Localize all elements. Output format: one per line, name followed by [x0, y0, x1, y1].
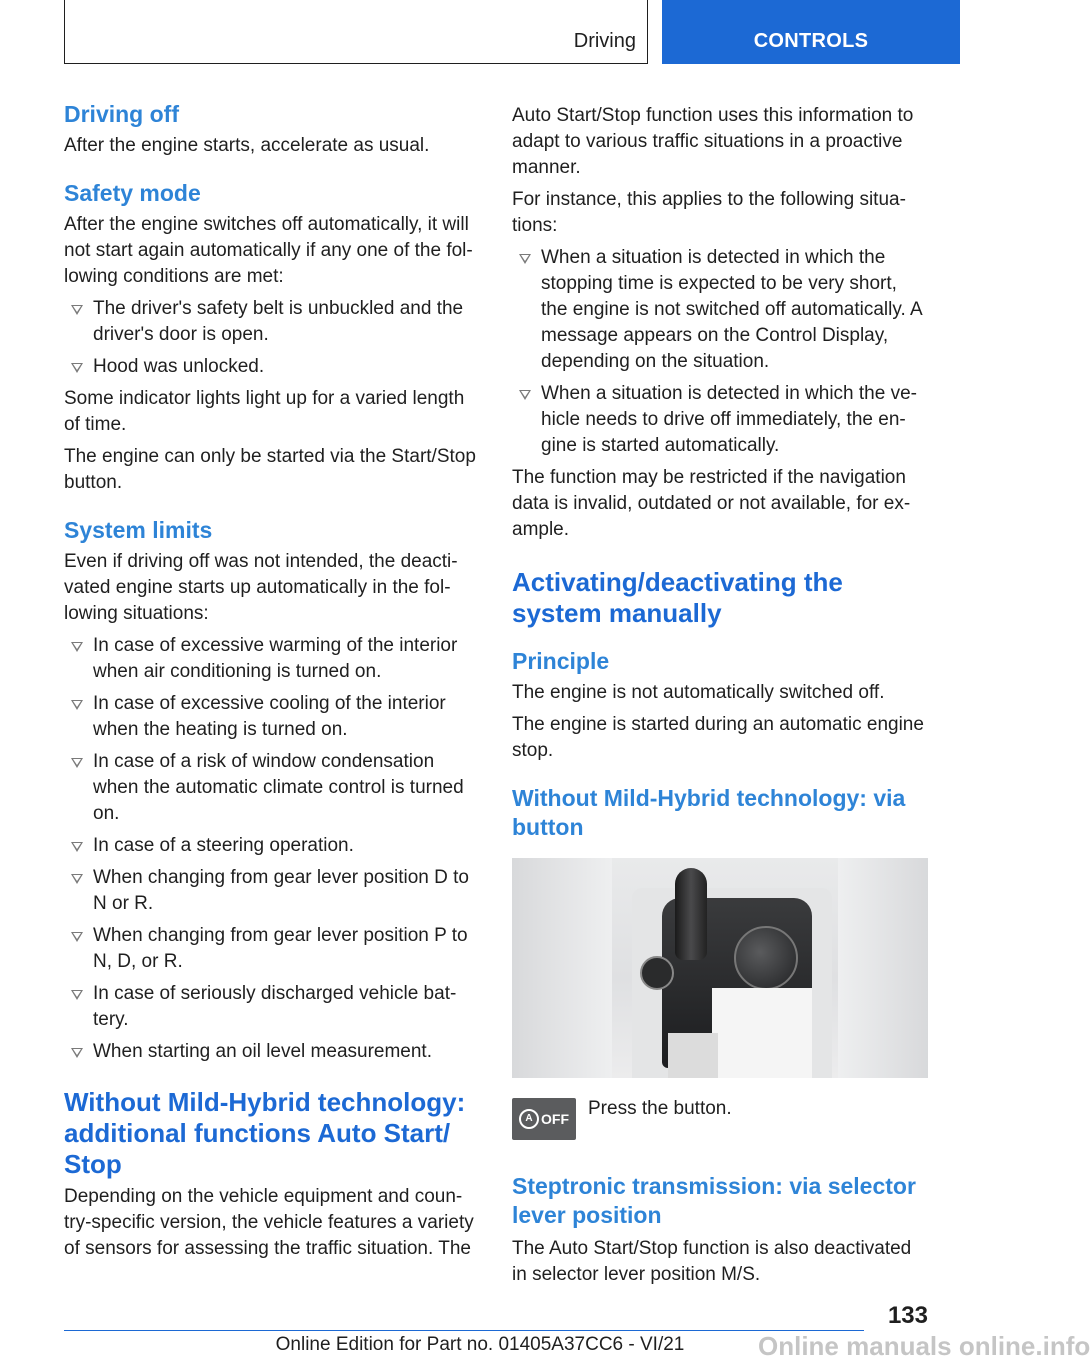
principle-text-1: The engine is not automatically switched off.	[512, 682, 885, 703]
header-section-title: Driving	[573, 30, 636, 52]
principle-text-2: The engine is started during an automatic engine stop.	[512, 714, 924, 761]
header-chapter-tab[interactable]: CONTROLS	[662, 0, 960, 64]
triangle-bullet-icon	[71, 305, 83, 315]
indicator-lights-text: Some indicator lights light up for a varied length of time.	[64, 388, 465, 435]
system-limits-text: Even if driving off was not intended, the deacti-vated engine starts up automatically in the fol-lowing situations:	[64, 551, 458, 624]
steptronic-text: The Auto Start/Stop function is also deactivated in selector lever position M/S.	[512, 1238, 912, 1285]
heading-activating-deactivating: Activating/deactivating the system manually	[512, 567, 843, 628]
heading-system-limits: System limits	[64, 517, 213, 543]
press-button-row	[512, 1098, 928, 1140]
list-item: In case of excessive cooling of the interior when the heating is turned on.	[64, 691, 480, 743]
left-column	[64, 100, 480, 1262]
list-item: The driver's safety belt is unbuckled and the driver's door is open.	[64, 296, 480, 348]
triangle-bullet-icon	[71, 932, 83, 942]
triangle-bullet-icon	[71, 642, 83, 652]
situations-list	[512, 245, 928, 459]
triangle-bullet-icon	[519, 254, 531, 264]
right-column	[512, 100, 928, 1288]
list-item: When changing from gear lever position P to N, D, or R.	[64, 923, 480, 975]
watermark: Online manuals online.info	[758, 1331, 1090, 1361]
list-item: In case of seriously discharged vehicle bat-tery.	[64, 981, 480, 1033]
heading-mild-hybrid-functions: Without Mild-Hybrid technology: additional functions Auto Start/ Stop	[64, 1087, 466, 1179]
list-item: In case of a risk of window condensation when the automatic climate control is turned on.	[64, 749, 480, 827]
start-stop-button-text: The engine can only be started via the Start/Stop button.	[64, 446, 476, 493]
triangle-bullet-icon	[71, 758, 83, 768]
mild-hybrid-text: Depending on the vehicle equipment and coun-try-specific version, the vehicle features a variety of sensors for assessing the traffic situation. The	[64, 1186, 474, 1259]
list-item: Hood was unlocked.	[64, 354, 480, 380]
heading-safety-mode: Safety mode	[64, 180, 201, 206]
list-item: When changing from gear lever position D to N or R.	[64, 865, 480, 917]
triangle-bullet-icon	[71, 842, 83, 852]
triangle-bullet-icon	[71, 1048, 83, 1058]
heading-via-button: Without Mild-Hybrid technology: via button	[512, 785, 906, 840]
center-console-photo	[512, 858, 928, 1078]
system-limits-list	[64, 633, 480, 1065]
restricted-text: The function may be restricted if the navigation data is invalid, outdated or not available, for ex-ample.	[512, 467, 911, 540]
heading-principle: Principle	[512, 648, 610, 674]
triangle-bullet-icon	[519, 390, 531, 400]
footer-edition: Online Edition for Part no. 01405A37CC6 - VI/21	[275, 1334, 685, 1355]
heading-steptronic: Steptronic transmission: via selector lever position	[512, 1173, 916, 1228]
header-frame	[64, 0, 648, 64]
list-item: When a situation is detected in which the stopping time is expected to be very short, the engine is not switched off automatically. A message appears on the Control Display, depending on the situation.	[512, 245, 928, 375]
list-item: When a situation is detected in which the ve-hicle needs to drive off immediately, the en-gine is started automatically.	[512, 381, 928, 459]
driving-off-text: After the engine starts, accelerate as usual.	[64, 135, 430, 156]
list-item: When starting an oil level measurement.	[64, 1039, 480, 1065]
triangle-bullet-icon	[71, 363, 83, 373]
heading-driving-off: Driving off	[64, 101, 179, 127]
safety-conditions-list	[64, 296, 480, 380]
list-item: In case of a steering operation.	[64, 833, 480, 859]
page-number: 133	[887, 1302, 928, 1329]
triangle-bullet-icon	[71, 990, 83, 1000]
list-item: In case of excessive warming of the interior when air conditioning is turned on.	[64, 633, 480, 685]
triangle-bullet-icon	[71, 700, 83, 710]
triangle-bullet-icon	[71, 874, 83, 884]
press-button-text: Press the button.	[588, 1098, 732, 1119]
instance-text: For instance, this applies to the following situa-tions:	[512, 189, 906, 236]
auto-start-stop-off-icon: A OFF	[512, 1098, 576, 1140]
continued-text: Auto Start/Stop function uses this information to adapt to various traffic situations in a proactive manner.	[512, 105, 914, 178]
footer-divider	[64, 1330, 864, 1331]
safety-mode-text: After the engine switches off automatically, it will not start again automatically if any one of the fol-lowing conditions are met:	[64, 214, 473, 287]
